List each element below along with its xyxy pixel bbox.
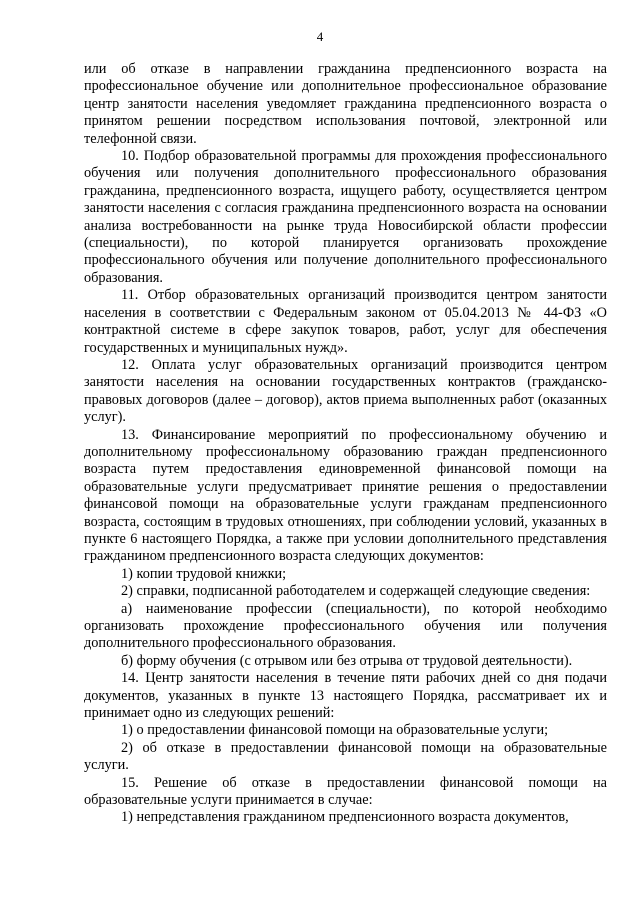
paragraph-item-15: 15. Решение об отказе в предоставлении финансовой помощи на образовательные услуги принимается в случае: [84, 774, 607, 809]
paragraph-item-10: 10. Подбор образовательной программы для прохождения профессионального обучения или получения дополнительного профессионального образования гражданина, предпенсионного возраста, ищущего работу, осуществляется центром занятости населения с согласия гражданина предпенсионного возраста на основании анализа востребованности на рынке труда Новосибирской области профессии (специальности), по которой планируется организовать прохождение профессионального обучения или получение дополнительного профессионального образования. [84, 148, 607, 286]
paragraph-item-15-1: 1) непредставления гражданином предпенсионного возраста документов, [121, 809, 569, 826]
paragraph-item-12: 12. Оплата услуг образовательных организаций производится центром занятости населения на основании государственных контрактов (гражданско-правовых договоров (далее – договор), актов приема выполненных работ (оказанных услуг). [84, 356, 607, 426]
paragraph-item-14-1: 1) о предоставлении финансовой помощи на образовательные услуги; [121, 722, 549, 739]
paragraph-item-13-2: 2) справки, подписанной работодателем и содержащей следующие сведения: [121, 583, 591, 600]
paragraph-item-13-1: 1) копии трудовой книжки; [121, 565, 287, 582]
paragraph-item-11: 11. Отбор образовательных организаций производится центром занятости населения в соответствии с Федеральным законом от 05.04.2013 № 44-ФЗ «О контрактной системе в сфере закупок товаров, работ, услуг для обеспечения государственных и муниципальных нужд». [84, 287, 607, 356]
paragraph-item-13-2-a: а) наименование профессии (специальности), по которой необходимо организовать прохождение профессионального обучения или получения дополнительного профессионального образования. [84, 600, 607, 652]
paragraph-item-13-2-b: б) форму обучения (с отрывом или без отрыва от трудовой деятельности). [121, 652, 573, 669]
document-body [84, 61, 607, 827]
page-number: 4 [316, 29, 324, 44]
paragraph-item-13: 13. Финансирование мероприятий по профессиональному обучению и дополнительному профессиональному образованию граждан предпенсионного возраста путем предоставления единовременной финансовой помощи на образовательные услуги предусматривает принятие решения о предоставлении финансовой помощи на образовательные услуги гражданам предпенсионного возраста, состоящим в трудовых отношениях, при соблюдении условий, указанных в пункте 6 настоящего Порядка, а также при условии дополнительного представления гражданином предпенсионного возраста следующих документов: [84, 426, 607, 565]
paragraph-item-14-2: 2) об отказе в предоставлении финансовой помощи на образовательные услуги. [84, 739, 607, 774]
paragraph-continuation: или об отказе в направлении гражданина предпенсионного возраста на профессиональное обучение или дополнительное профессиональное образование центр занятости населения уведомляет гражданина предпенсионного возраста о принятом решении посредством использования почтовой, электронной или телефонной связи. [84, 61, 607, 147]
paragraph-item-14: 14. Центр занятости населения в течение пяти рабочих дней со дня подачи документов, указанных в пункте 13 настоящего Порядка, рассматривает их и принимает одно из следующих решений: [84, 670, 607, 722]
